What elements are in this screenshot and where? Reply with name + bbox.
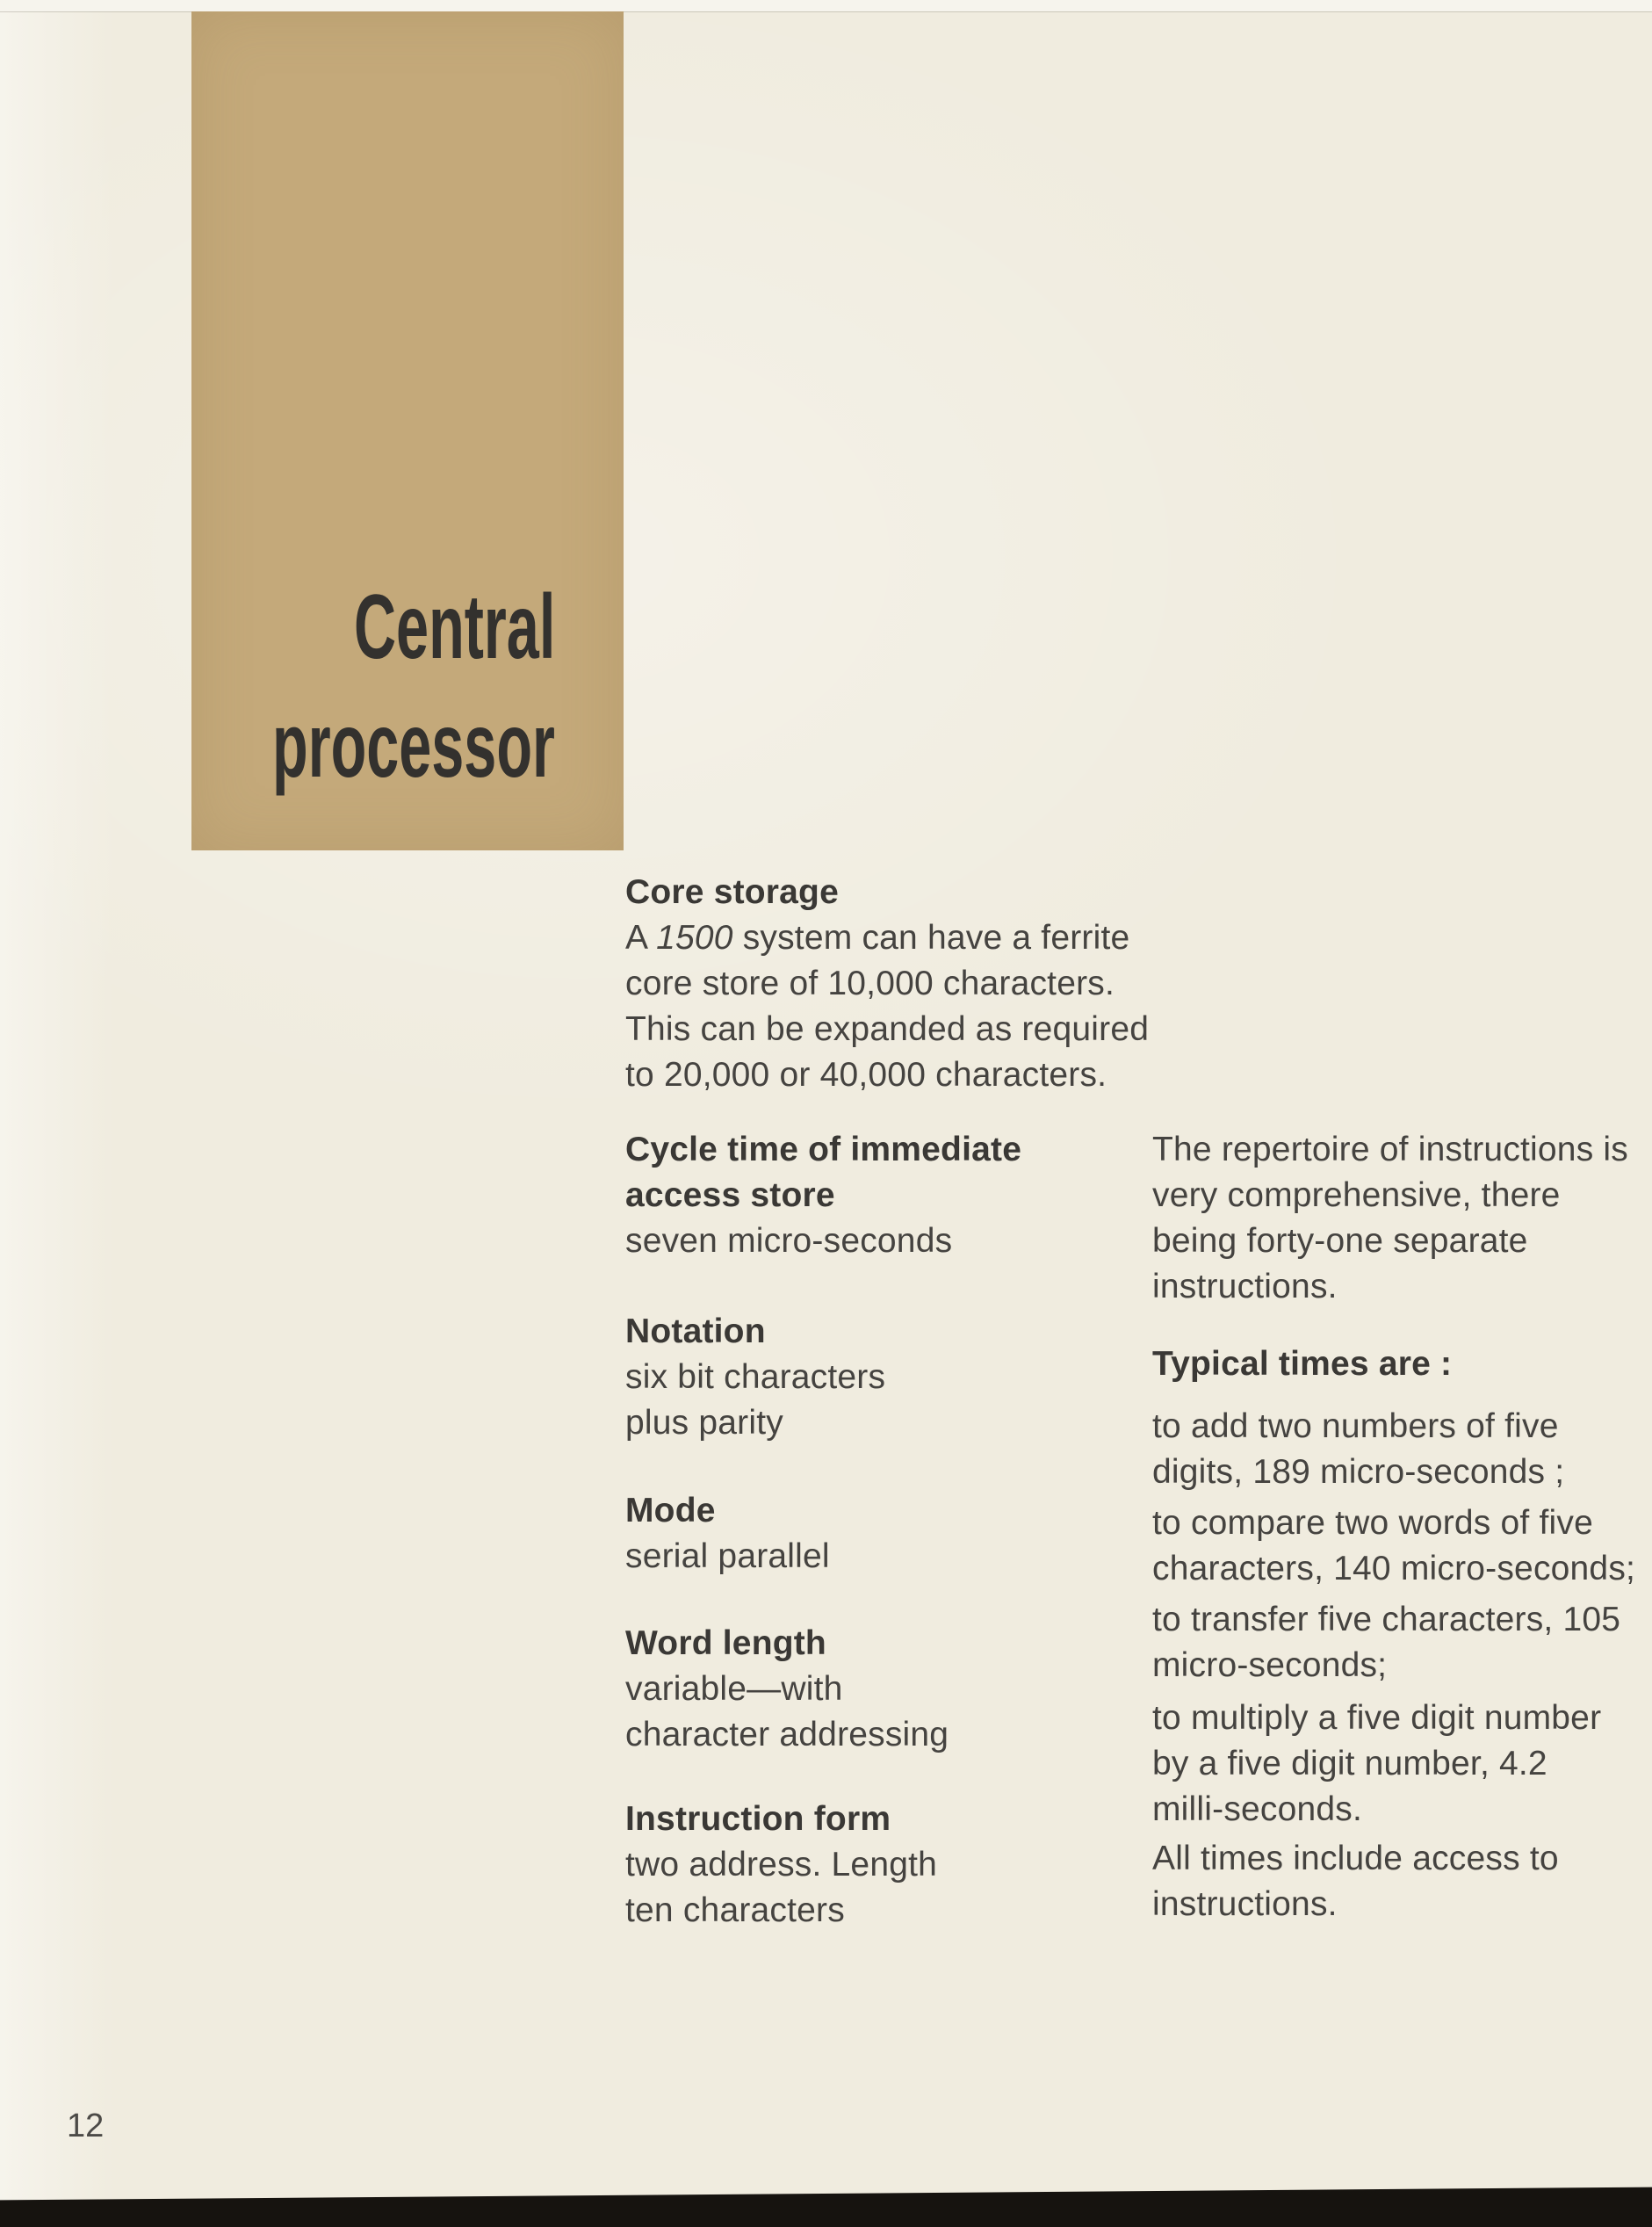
section-heading: Instruction form <box>625 1800 891 1838</box>
body-line: This can be expanded as required <box>625 1010 1150 1048</box>
section-heading: Notation <box>625 1312 766 1350</box>
paper-top-edge <box>0 0 1652 11</box>
body-text: A <box>625 919 657 957</box>
section-heading: access store <box>625 1176 835 1214</box>
typical-times-heading: Typical times are : <box>1152 1345 1453 1383</box>
body-text: system can have a ferrite <box>732 919 1130 957</box>
body-line: plus parity <box>625 1404 783 1442</box>
body-line: very comprehensive, there <box>1152 1176 1561 1214</box>
body-line: core store of 10,000 characters. <box>625 965 1115 1002</box>
page-number: 12 <box>67 2108 105 2144</box>
body-line: digits, 189 micro-seconds ; <box>1152 1453 1565 1491</box>
paragraph-compare-time <box>1152 1500 1652 1592</box>
section-heading: Word length <box>625 1624 826 1662</box>
body-line: seven micro-seconds <box>625 1222 953 1260</box>
scan-bottom-edge <box>0 2187 1652 2227</box>
section-notation <box>625 1309 1152 1446</box>
body-line: to 20,000 or 40,000 characters. <box>625 1056 1107 1094</box>
page-title-line-2: processor <box>272 695 555 797</box>
body-line: to compare two words of five <box>1152 1504 1593 1542</box>
body-line: micro-seconds; <box>1152 1646 1388 1684</box>
section-heading: Cycle time of immediate <box>625 1131 1022 1168</box>
body-line: to transfer five characters, 105 <box>1152 1601 1621 1638</box>
paragraph-repertoire <box>1152 1127 1652 1310</box>
body-line: to add two numbers of five <box>1152 1407 1559 1445</box>
section-word-length <box>625 1621 1152 1758</box>
section-instruction-form <box>625 1797 1152 1934</box>
body-line: variable—with <box>625 1670 843 1708</box>
body-line: two address. Length <box>625 1846 938 1884</box>
body-line: instructions. <box>1152 1885 1338 1923</box>
body-line: milli-seconds. <box>1152 1790 1363 1828</box>
body-line: character addressing <box>625 1716 949 1753</box>
body-line: serial parallel <box>625 1537 830 1575</box>
body-line: ten characters <box>625 1891 845 1929</box>
body-line: six bit characters <box>625 1358 886 1396</box>
section-cycle-time <box>625 1127 1152 1264</box>
body-line: All times include access to <box>1152 1840 1559 1877</box>
body-text-italic: 1500 <box>656 919 733 957</box>
body-line <box>625 915 1152 961</box>
body-line: by a five digit number, 4.2 <box>1152 1745 1547 1782</box>
section-core-storage <box>625 870 1152 1098</box>
page-title-line-1: Central <box>353 576 555 678</box>
paragraph-transfer-time <box>1152 1597 1652 1688</box>
section-heading: Core storage <box>625 873 839 911</box>
body-line: to multiply a five digit number <box>1152 1699 1602 1737</box>
body-line: characters, 140 micro-seconds; <box>1152 1550 1636 1587</box>
section-mode <box>625 1488 1152 1580</box>
body-line: The repertoire of instructions is <box>1152 1131 1628 1168</box>
paragraph-all-times <box>1152 1836 1652 1927</box>
body-line: instructions. <box>1152 1268 1338 1305</box>
title-block <box>191 11 624 850</box>
section-heading: Mode <box>625 1492 716 1529</box>
paragraph-add-time <box>1152 1404 1652 1495</box>
body-line: being forty-one separate <box>1152 1222 1528 1260</box>
paragraph-multiply-time <box>1152 1696 1652 1833</box>
